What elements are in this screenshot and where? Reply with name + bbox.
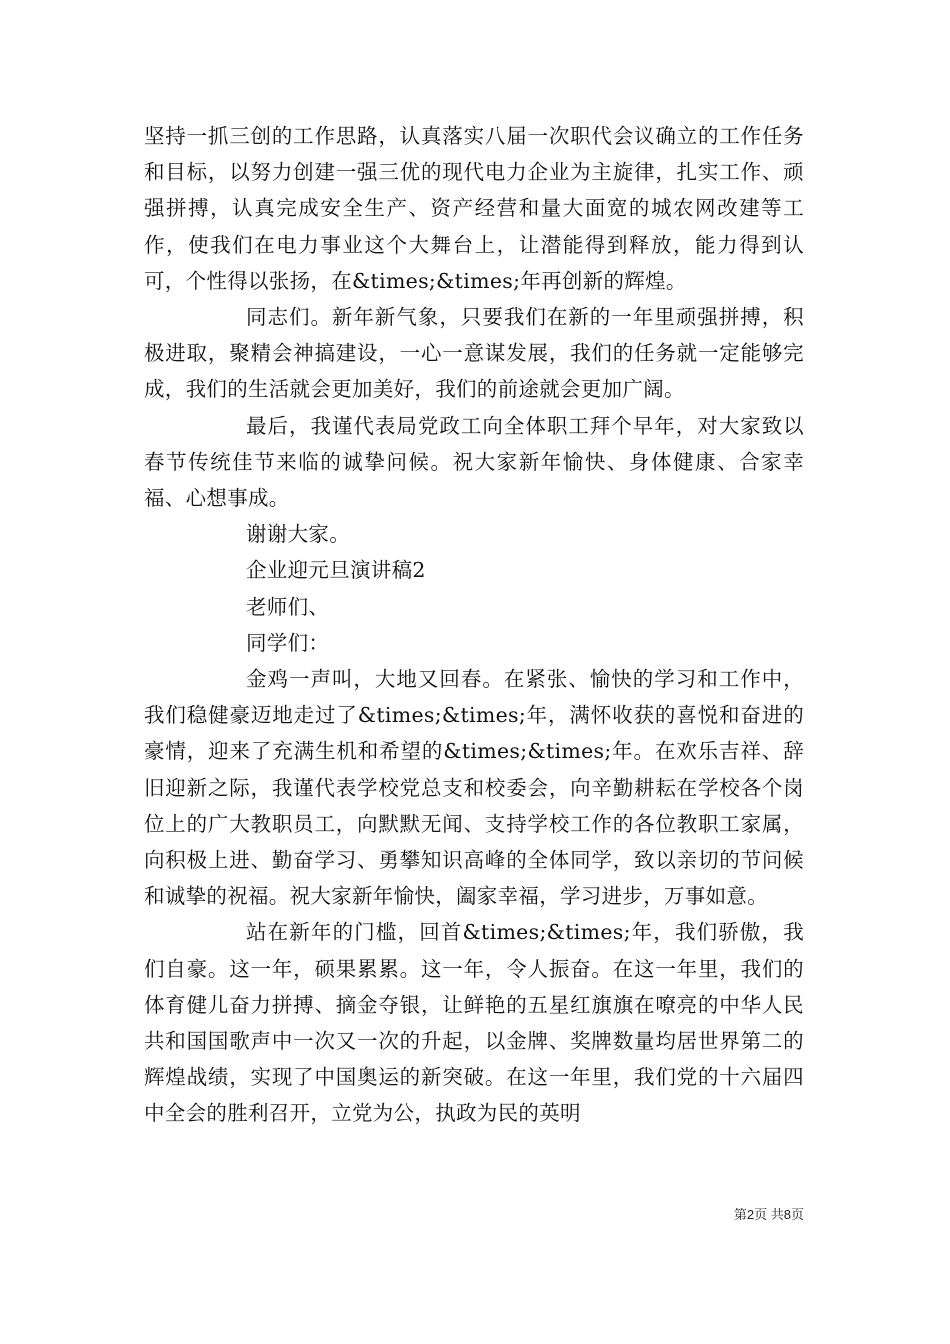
salutation-teachers: 老师们、 [246, 594, 330, 619]
paragraph-4: 谢谢大家。 [246, 522, 350, 547]
footer-page-number: 2 [746, 1207, 755, 1222]
salutation-students: 同学们： [246, 630, 330, 655]
footer-prefix: 第 [733, 1207, 747, 1222]
page-footer [734, 1204, 804, 1223]
paragraph-2: 同志们。新年新气象，只要我们在新的一年里顽强拼搏，积极进取，聚精会神搞建设，一心一意谋发展，我们的任务就一定能够完成，我们的生活就会更加美好，我们的前途就会更加广阔。 [144, 305, 804, 402]
paragraph-1: 坚持一抓三创的工作思路，认真落实八届一次职代会议确立的工作任务和目标，以努力创建一强三优的现代电力企业为主旋律，扎实工作、顽强拼搏，认真完成安全生产、资产经营和量大面宽的城农网改建等工作，使我们在电力事业这个大舞台上，让潜能得到释放，能力得到认可，个性得以张扬，在&times;&times;年再创新的辉煌。 [144, 124, 804, 293]
footer-middle: 页 共 [754, 1207, 784, 1222]
section-title: 企业迎元旦演讲稿2 [246, 558, 426, 583]
paragraph-3: 最后，我谨代表局党政工向全体职工拜个早年，对大家致以春节传统佳节来临的诚挚问候。祝大家新年愉快、身体健康、合家幸福、心想事成。 [144, 413, 804, 511]
footer-page-total: 8 [783, 1207, 791, 1222]
footer-suffix: 页 [790, 1207, 804, 1222]
document-body [144, 118, 804, 1132]
paragraph-8: 金鸡一声叫，大地又回春。在紧张、愉快的学习和工作中，我们稳健豪迈地走过了&times;&times;年，满怀收获的喜悦和奋进的豪情，迎来了充满生机和希望的&times;&times;年。在欢乐吉祥、辞旧迎新之际，我谨代表学校党总支和校委会，向辛勤耕耘在学校各个岗位上的广大教职员工，向默默无闻、支持学校工作的各位教职工家属，向积极上进、勤奋学习、勇攀知识高峰的全体同学，致以亲切的节问候和诚挚的祝福。祝大家新年愉快，阖家幸福，学习进步，万事如意。 [144, 667, 804, 909]
paragraph-9: 站在新年的门槛，回首&times;&times;年，我们骄傲，我们自豪。这一年，硕果累累。这一年，令人振奋。在这一年里，我们的体育健儿奋力拼搏、摘金夺银，让鲜艳的五星红旗旗在嘹亮的中华人民共和国国歌声中一次又一次的升起，以金牌、奖牌数量均居世界第二的辉煌战绩，实现了中国奥运的新突破。在这一年里，我们党的十六届四中全会的胜利召开，立党为公，执政为民的英明 [144, 920, 804, 1126]
